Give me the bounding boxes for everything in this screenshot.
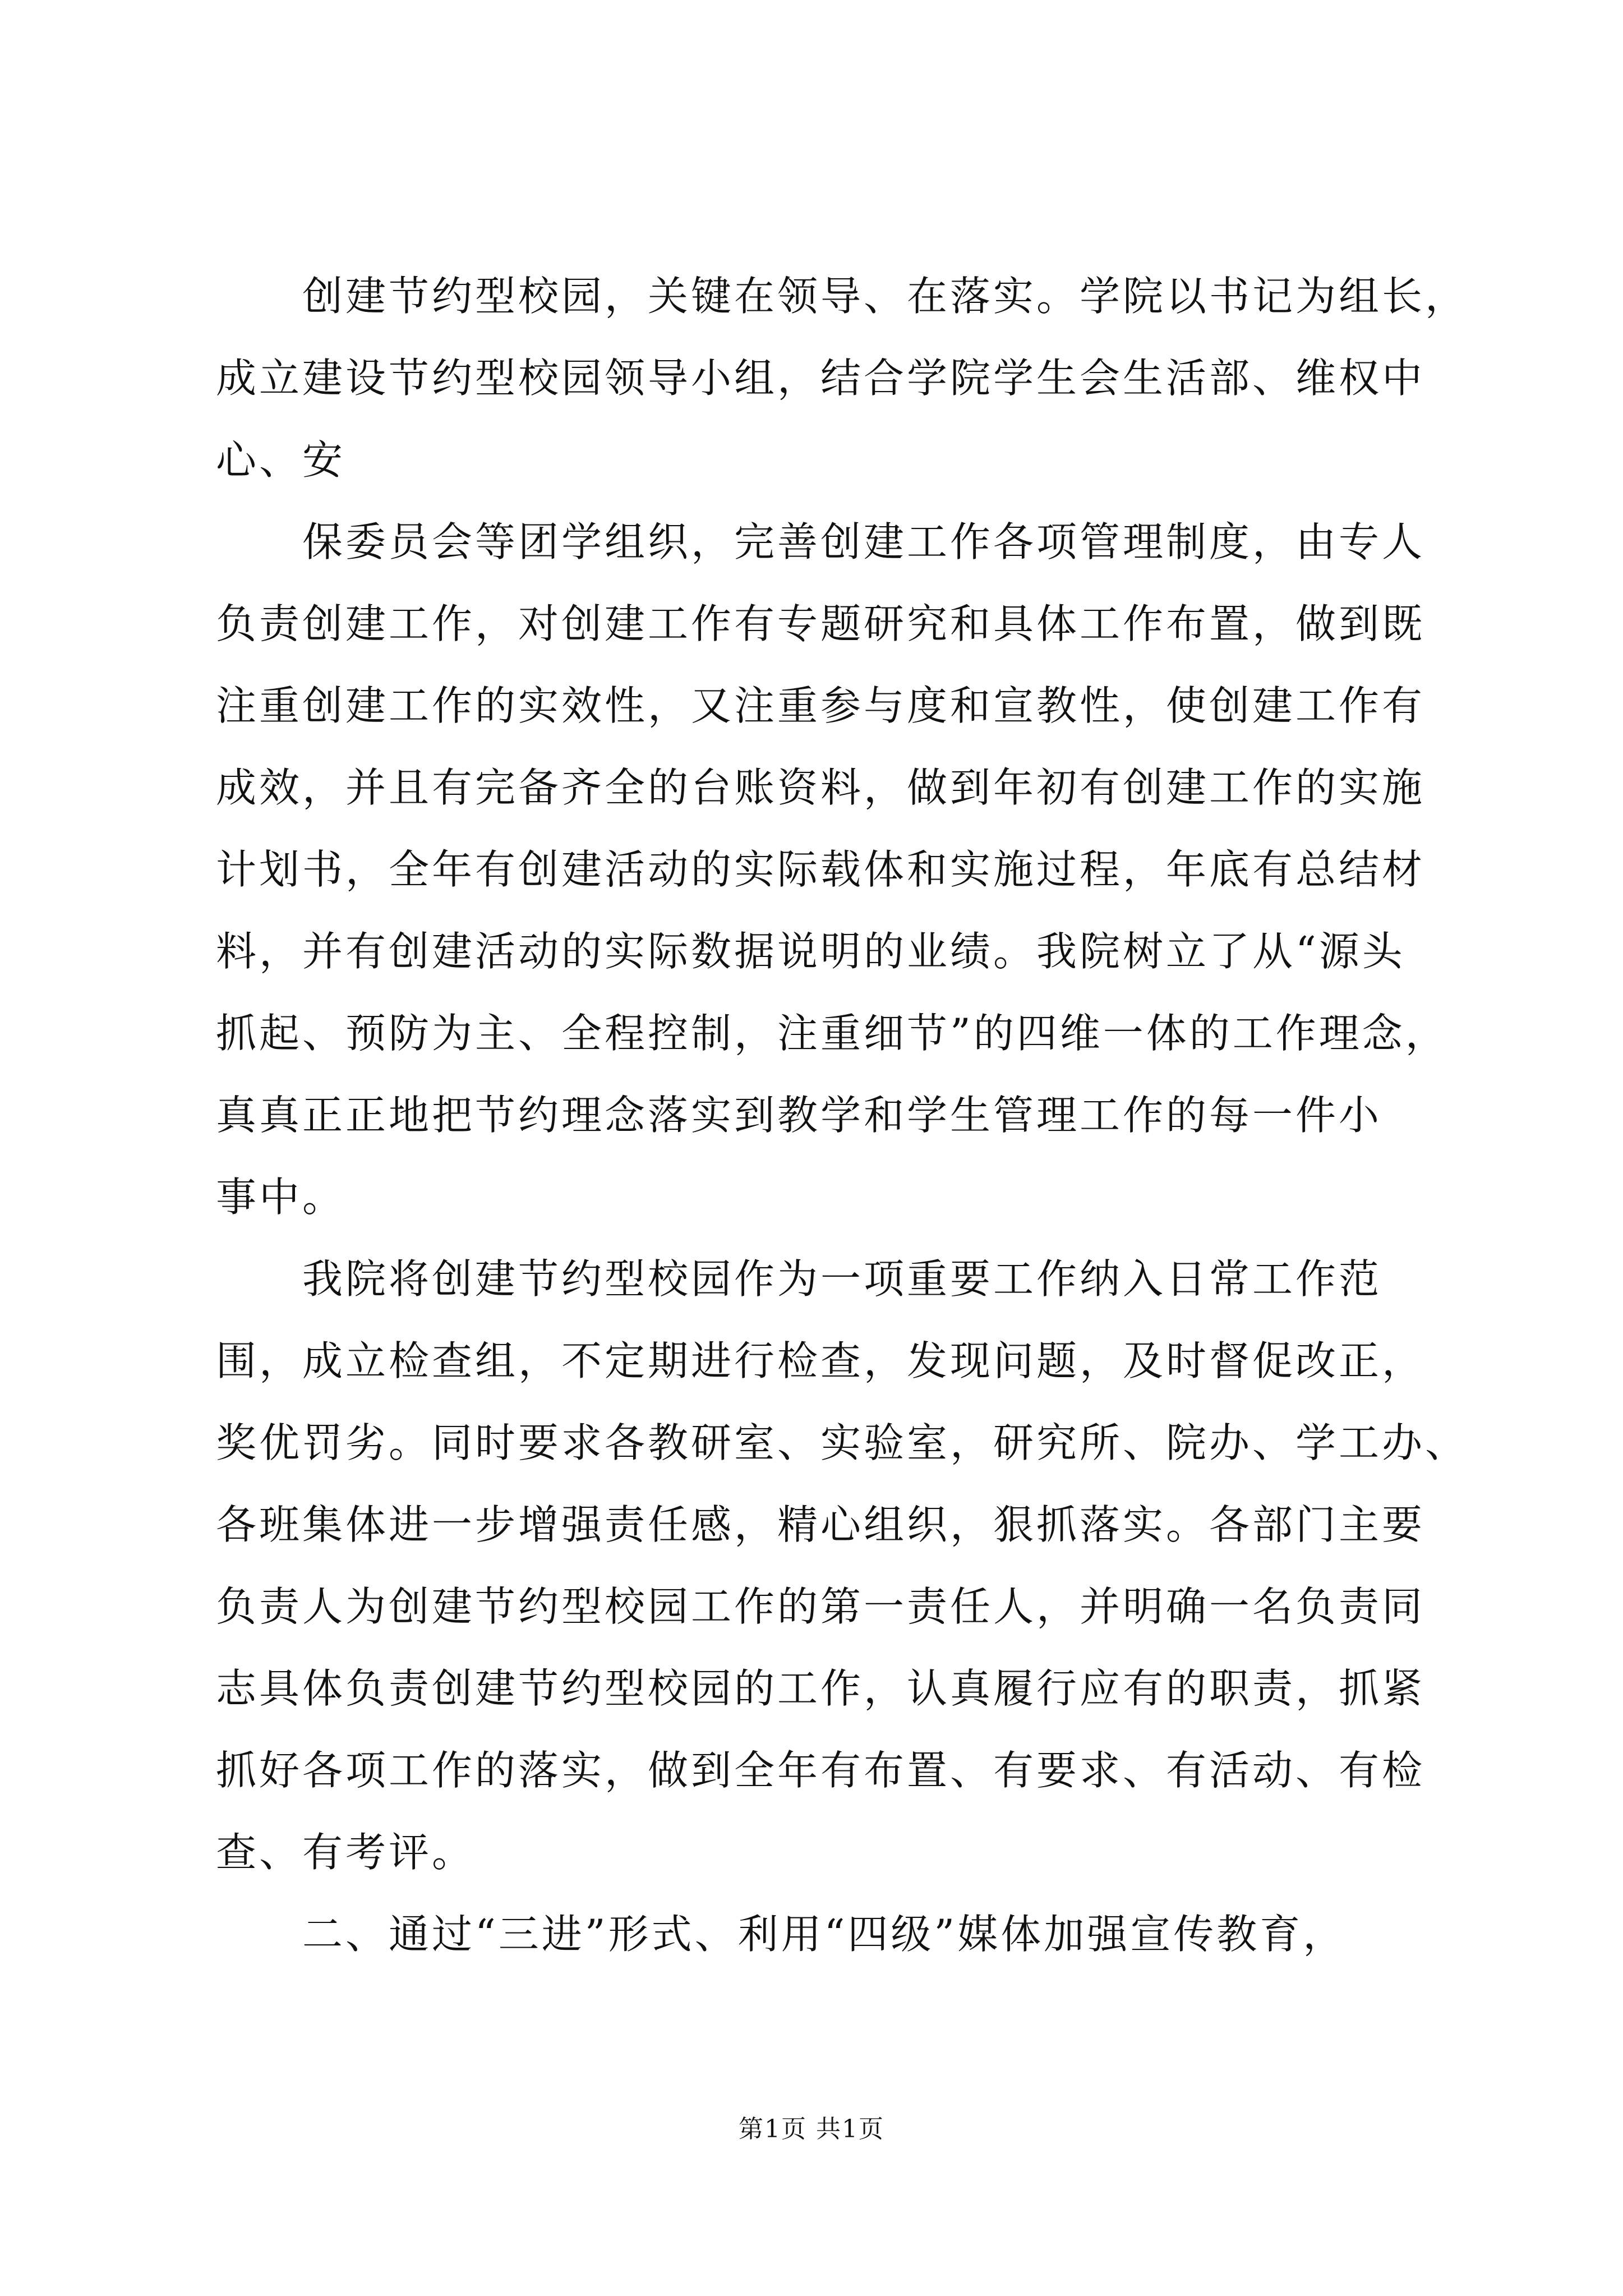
text-line: 抓好各项工作的落实，做到全年有布置、有要求、有活动、有检 — [216, 1747, 1426, 1794]
paragraph-3 — [216, 1238, 1478, 1893]
page-number-footer: 第1页 共1页 — [739, 2115, 884, 2143]
text-line: 我院将创建节约型校园作为一项重要工作纳入日常工作范 — [302, 1255, 1382, 1303]
text-line: 查、有考评。 — [216, 1829, 476, 1876]
section-heading-line: 二、通过“三进”形式、利用“四级”媒体加强宣传教育， — [302, 1911, 1347, 1958]
text-line: 成效，并且有完备齐全的台账资料，做到年初有创建工作的实施 — [216, 764, 1426, 811]
text-line: 注重创建工作的实效性，又注重参与度和宣教性，使创建工作有 — [216, 682, 1426, 729]
text-line: 志具体负责创建节约型校园的工作，认真履行应有的职责，抓紧 — [216, 1665, 1426, 1712]
text-line: 创建节约型校园，关键在领导、在落实。学院以书记为组长， — [302, 273, 1469, 320]
document-body — [216, 255, 1478, 1975]
text-line: 保委员会等团学组织，完善创建工作各项管理制度，由专人 — [302, 518, 1426, 565]
text-line: 抓起、预防为主、全程控制，注重细节”的四维一体的工作理念， — [216, 1010, 1449, 1057]
paragraph-2 — [216, 501, 1478, 1238]
text-line: 负责人为创建节约型校园工作的第一责任人，并明确一名负责同 — [216, 1583, 1426, 1630]
paragraph-4 — [216, 1893, 1478, 1975]
text-line: 真真正正地把节约理念落实到教学和学生管理工作的每一件小 — [216, 1092, 1382, 1139]
text-line: 计划书，全年有创建活动的实际载体和实施过程，年底有总结材 — [216, 846, 1426, 893]
text-line: 奖优罚劣。同时要求各教研室、实验室，研究所、院办、学工办、 — [216, 1419, 1469, 1466]
text-line: 心、安 — [216, 436, 346, 484]
text-line: 成立建设节约型校园领导小组，结合学院学生会生活部、维权中 — [216, 355, 1426, 402]
text-line: 料，并有创建活动的实际数据说明的业绩。我院树立了从“源头 — [216, 928, 1405, 975]
text-line: 事中。 — [216, 1174, 346, 1221]
text-line: 围，成立检查组，不定期进行检查，发现问题，及时督促改正， — [216, 1337, 1426, 1384]
text-line: 负责创建工作，对创建工作有专题研究和具体工作布置，做到既 — [216, 600, 1426, 647]
paragraph-1 — [216, 255, 1478, 501]
text-line: 各班集体进一步增强责任感，精心组织，狠抓落实。各部门主要 — [216, 1501, 1426, 1548]
